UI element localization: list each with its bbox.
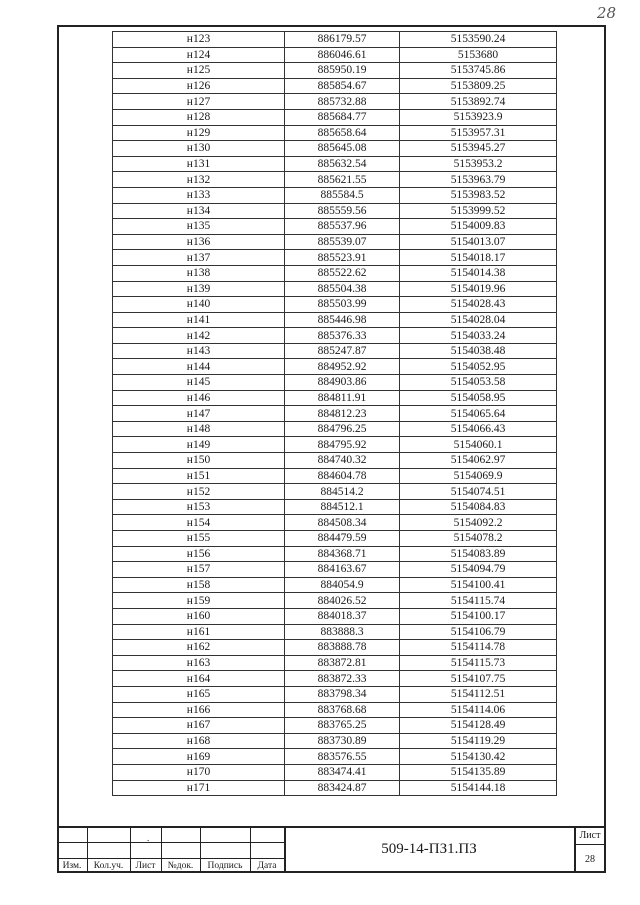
point-name-cell: н165: [113, 686, 285, 702]
y-coordinate-cell: 5154038.48: [400, 343, 557, 359]
y-coordinate-cell: 5154084.83: [400, 499, 557, 515]
table-row: [113, 733, 557, 749]
y-coordinate-cell: 5154069.9: [400, 468, 557, 484]
point-name-cell: н169: [113, 749, 285, 765]
y-coordinate-cell: 5154066.43: [400, 421, 557, 437]
table-row: [113, 47, 557, 63]
x-coordinate-cell: 885559.56: [285, 203, 400, 219]
point-name-cell: н144: [113, 359, 285, 375]
y-coordinate-cell: 5154014.38: [400, 265, 557, 281]
x-coordinate-cell: 884903.86: [285, 375, 400, 391]
table-row: [113, 624, 557, 640]
point-name-cell: н131: [113, 156, 285, 172]
x-coordinate-cell: 885684.77: [285, 109, 400, 125]
point-name-cell: н160: [113, 608, 285, 624]
y-coordinate-cell: 5154100.41: [400, 577, 557, 593]
x-coordinate-cell: 885247.87: [285, 343, 400, 359]
table-row: [113, 109, 557, 125]
x-coordinate-cell: 884796.25: [285, 421, 400, 437]
x-coordinate-cell: 886179.57: [285, 32, 400, 48]
y-coordinate-cell: 5154052.95: [400, 359, 557, 375]
table-row: [113, 531, 557, 547]
point-name-cell: н159: [113, 593, 285, 609]
point-name-cell: н170: [113, 764, 285, 780]
x-coordinate-cell: 883888.3: [285, 624, 400, 640]
x-coordinate-cell: 885523.91: [285, 250, 400, 266]
point-name-cell: н166: [113, 702, 285, 718]
point-name-cell: н150: [113, 453, 285, 469]
y-coordinate-cell: 5154114.06: [400, 702, 557, 718]
point-name-cell: н147: [113, 406, 285, 422]
label-doc-number: №док.: [167, 861, 194, 871]
x-coordinate-cell: 884514.2: [285, 484, 400, 500]
point-name-cell: н134: [113, 203, 285, 219]
x-coordinate-cell: 884604.78: [285, 468, 400, 484]
table-row: [113, 390, 557, 406]
x-coordinate-cell: 884368.71: [285, 546, 400, 562]
table-row: [113, 63, 557, 79]
table-row: [113, 577, 557, 593]
table-row: [113, 718, 557, 734]
x-coordinate-cell: 886046.61: [285, 47, 400, 63]
point-name-cell: н168: [113, 733, 285, 749]
x-coordinate-cell: 885504.38: [285, 281, 400, 297]
y-coordinate-cell: 5153953.2: [400, 156, 557, 172]
y-coordinate-cell: 5154065.64: [400, 406, 557, 422]
point-name-cell: н148: [113, 421, 285, 437]
table-row: [113, 265, 557, 281]
point-name-cell: н146: [113, 390, 285, 406]
point-name-cell: н123: [113, 32, 285, 48]
y-coordinate-cell: 5153590.24: [400, 32, 557, 48]
point-name-cell: н133: [113, 187, 285, 203]
y-coordinate-cell: 5154115.73: [400, 655, 557, 671]
point-name-cell: н155: [113, 531, 285, 547]
point-name-cell: н145: [113, 375, 285, 391]
y-coordinate-cell: 5154114.78: [400, 640, 557, 656]
table-row: [113, 640, 557, 656]
table-row: [113, 749, 557, 765]
y-coordinate-cell: 5154107.75: [400, 671, 557, 687]
label-date: Дата: [257, 861, 277, 871]
table-row: [113, 468, 557, 484]
table-row: [113, 375, 557, 391]
y-coordinate-cell: 5153809.25: [400, 78, 557, 94]
table-row: [113, 359, 557, 375]
y-coordinate-cell: 5153680: [400, 47, 557, 63]
y-coordinate-cell: 5154033.24: [400, 328, 557, 344]
x-coordinate-cell: 883730.89: [285, 733, 400, 749]
point-name-cell: н163: [113, 655, 285, 671]
table-row: [113, 686, 557, 702]
table-row: [113, 312, 557, 328]
table-row: [113, 172, 557, 188]
y-coordinate-cell: 5153945.27: [400, 141, 557, 157]
y-coordinate-cell: 5153983.52: [400, 187, 557, 203]
y-coordinate-cell: 5154053.58: [400, 375, 557, 391]
point-name-cell: н158: [113, 577, 285, 593]
label-quantity: Кол.уч.: [93, 861, 124, 871]
table-row: [113, 234, 557, 250]
y-coordinate-cell: 5154013.07: [400, 234, 557, 250]
point-name-cell: н164: [113, 671, 285, 687]
table-row: [113, 187, 557, 203]
y-coordinate-cell: 5154115.74: [400, 593, 557, 609]
y-coordinate-cell: 5154119.29: [400, 733, 557, 749]
y-coordinate-cell: 5154018.17: [400, 250, 557, 266]
y-coordinate-cell: 5153999.52: [400, 203, 557, 219]
point-name-cell: н142: [113, 328, 285, 344]
x-coordinate-cell: 883872.33: [285, 671, 400, 687]
table-row: [113, 655, 557, 671]
document-code: 509-14-ПЗ1.ПЗ: [381, 841, 477, 857]
y-coordinate-cell: 5153892.74: [400, 94, 557, 110]
y-coordinate-cell: 5153745.86: [400, 63, 557, 79]
table-row: [113, 94, 557, 110]
table-row: [113, 421, 557, 437]
point-name-cell: н143: [113, 343, 285, 359]
point-name-cell: н156: [113, 546, 285, 562]
x-coordinate-cell: 884163.67: [285, 562, 400, 578]
table-row: [113, 156, 557, 172]
table-row: [113, 437, 557, 453]
x-coordinate-cell: 883576.55: [285, 749, 400, 765]
x-coordinate-cell: 885950.19: [285, 63, 400, 79]
x-coordinate-cell: 884026.52: [285, 593, 400, 609]
y-coordinate-cell: 5154009.83: [400, 219, 557, 235]
table-row: [113, 484, 557, 500]
table-row: [113, 250, 557, 266]
point-name-cell: н139: [113, 281, 285, 297]
x-coordinate-cell: 883765.25: [285, 718, 400, 734]
y-coordinate-cell: 5154062.97: [400, 453, 557, 469]
title-block: [57, 826, 606, 873]
x-coordinate-cell: 884952.92: [285, 359, 400, 375]
stamp-row-line: [57, 858, 284, 859]
handwritten-page-number: 28: [596, 4, 616, 22]
table-row: [113, 702, 557, 718]
y-coordinate-cell: 5154144.18: [400, 780, 557, 796]
table-row: [113, 406, 557, 422]
y-coordinate-cell: 5154112.51: [400, 686, 557, 702]
x-coordinate-cell: 885658.64: [285, 125, 400, 141]
y-coordinate-cell: 5154083.89: [400, 546, 557, 562]
table-row: [113, 764, 557, 780]
x-coordinate-cell: 883888.78: [285, 640, 400, 656]
coordinates-table: [112, 31, 557, 796]
y-coordinate-cell: 5154135.89: [400, 764, 557, 780]
point-name-cell: н151: [113, 468, 285, 484]
table-row: [113, 608, 557, 624]
x-coordinate-cell: 884508.34: [285, 515, 400, 531]
point-name-cell: н124: [113, 47, 285, 63]
point-name-cell: н161: [113, 624, 285, 640]
y-coordinate-cell: 5153963.79: [400, 172, 557, 188]
x-coordinate-cell: 885584.5: [285, 187, 400, 203]
y-coordinate-cell: 5154092.2: [400, 515, 557, 531]
table-row: [113, 78, 557, 94]
label-sheet: Лист: [135, 861, 156, 871]
point-name-cell: н126: [113, 78, 285, 94]
x-coordinate-cell: 884018.37: [285, 608, 400, 624]
point-name-cell: н125: [113, 63, 285, 79]
point-name-cell: н152: [113, 484, 285, 500]
y-coordinate-cell: 5154094.79: [400, 562, 557, 578]
point-name-cell: н128: [113, 109, 285, 125]
x-coordinate-cell: 885537.96: [285, 219, 400, 235]
x-coordinate-cell: 885522.62: [285, 265, 400, 281]
y-coordinate-cell: 5154128.49: [400, 718, 557, 734]
point-name-cell: н167: [113, 718, 285, 734]
table-row: [113, 203, 557, 219]
y-coordinate-cell: 5154130.42: [400, 749, 557, 765]
x-coordinate-cell: 884811.91: [285, 390, 400, 406]
y-coordinate-cell: 5153957.31: [400, 125, 557, 141]
y-coordinate-cell: 5154106.79: [400, 624, 557, 640]
point-name-cell: н141: [113, 312, 285, 328]
x-coordinate-cell: 883768.68: [285, 702, 400, 718]
y-coordinate-cell: 5154060.1: [400, 437, 557, 453]
x-coordinate-cell: 884740.32: [285, 453, 400, 469]
x-coordinate-cell: 885632.54: [285, 156, 400, 172]
point-name-cell: н136: [113, 234, 285, 250]
table-row: [113, 141, 557, 157]
table-row: [113, 32, 557, 48]
table-row: [113, 515, 557, 531]
table-row: [113, 671, 557, 687]
x-coordinate-cell: 885645.08: [285, 141, 400, 157]
point-name-cell: н162: [113, 640, 285, 656]
table-row: [113, 546, 557, 562]
table-row: [113, 297, 557, 313]
sheet-number: 28: [585, 854, 595, 865]
x-coordinate-cell: 883424.87: [285, 780, 400, 796]
x-coordinate-cell: 884795.92: [285, 437, 400, 453]
y-coordinate-cell: 5153923.9: [400, 109, 557, 125]
coordinates-table-body: [113, 32, 557, 796]
y-coordinate-cell: 5154028.43: [400, 297, 557, 313]
point-name-cell: н140: [113, 297, 285, 313]
x-coordinate-cell: 883872.81: [285, 655, 400, 671]
label-signature: Подпись: [207, 861, 243, 871]
point-name-cell: н137: [113, 250, 285, 266]
y-coordinate-cell: 5154058.95: [400, 390, 557, 406]
point-name-cell: н149: [113, 437, 285, 453]
table-row: [113, 593, 557, 609]
x-coordinate-cell: 885376.33: [285, 328, 400, 344]
table-row: [113, 562, 557, 578]
x-coordinate-cell: 885854.67: [285, 78, 400, 94]
point-name-cell: н130: [113, 141, 285, 157]
x-coordinate-cell: 885539.07: [285, 234, 400, 250]
table-row: [113, 343, 557, 359]
label-change: Изм.: [62, 861, 82, 871]
table-row: [113, 499, 557, 515]
table-row: [113, 328, 557, 344]
x-coordinate-cell: 884479.59: [285, 531, 400, 547]
stamp-row-line: [57, 842, 284, 843]
point-name-cell: н129: [113, 125, 285, 141]
point-name-cell: н154: [113, 515, 285, 531]
x-coordinate-cell: 885446.98: [285, 312, 400, 328]
x-coordinate-cell: 885503.99: [285, 297, 400, 313]
x-coordinate-cell: 885621.55: [285, 172, 400, 188]
y-coordinate-cell: 5154028.04: [400, 312, 557, 328]
x-coordinate-cell: 885732.88: [285, 94, 400, 110]
stamp-row-line: [574, 844, 606, 845]
point-name-cell: н138: [113, 265, 285, 281]
table-row: [113, 780, 557, 796]
table-row: [113, 281, 557, 297]
y-coordinate-cell: 5154019.96: [400, 281, 557, 297]
point-name-cell: н157: [113, 562, 285, 578]
point-name-cell: н153: [113, 499, 285, 515]
sheet-label: Лист: [579, 830, 601, 841]
point-name-cell: н127: [113, 94, 285, 110]
x-coordinate-cell: 883798.34: [285, 686, 400, 702]
x-coordinate-cell: 883474.41: [285, 764, 400, 780]
x-coordinate-cell: 884512.1: [285, 499, 400, 515]
table-row: [113, 125, 557, 141]
x-coordinate-cell: 884812.23: [285, 406, 400, 422]
y-coordinate-cell: 5154100.17: [400, 608, 557, 624]
x-coordinate-cell: 884054.9: [285, 577, 400, 593]
point-name-cell: н171: [113, 780, 285, 796]
table-row: [113, 219, 557, 235]
table-row: [113, 453, 557, 469]
y-coordinate-cell: 5154078.2: [400, 531, 557, 547]
stamp-dot: .: [147, 833, 150, 843]
point-name-cell: н132: [113, 172, 285, 188]
y-coordinate-cell: 5154074.51: [400, 484, 557, 500]
point-name-cell: н135: [113, 219, 285, 235]
